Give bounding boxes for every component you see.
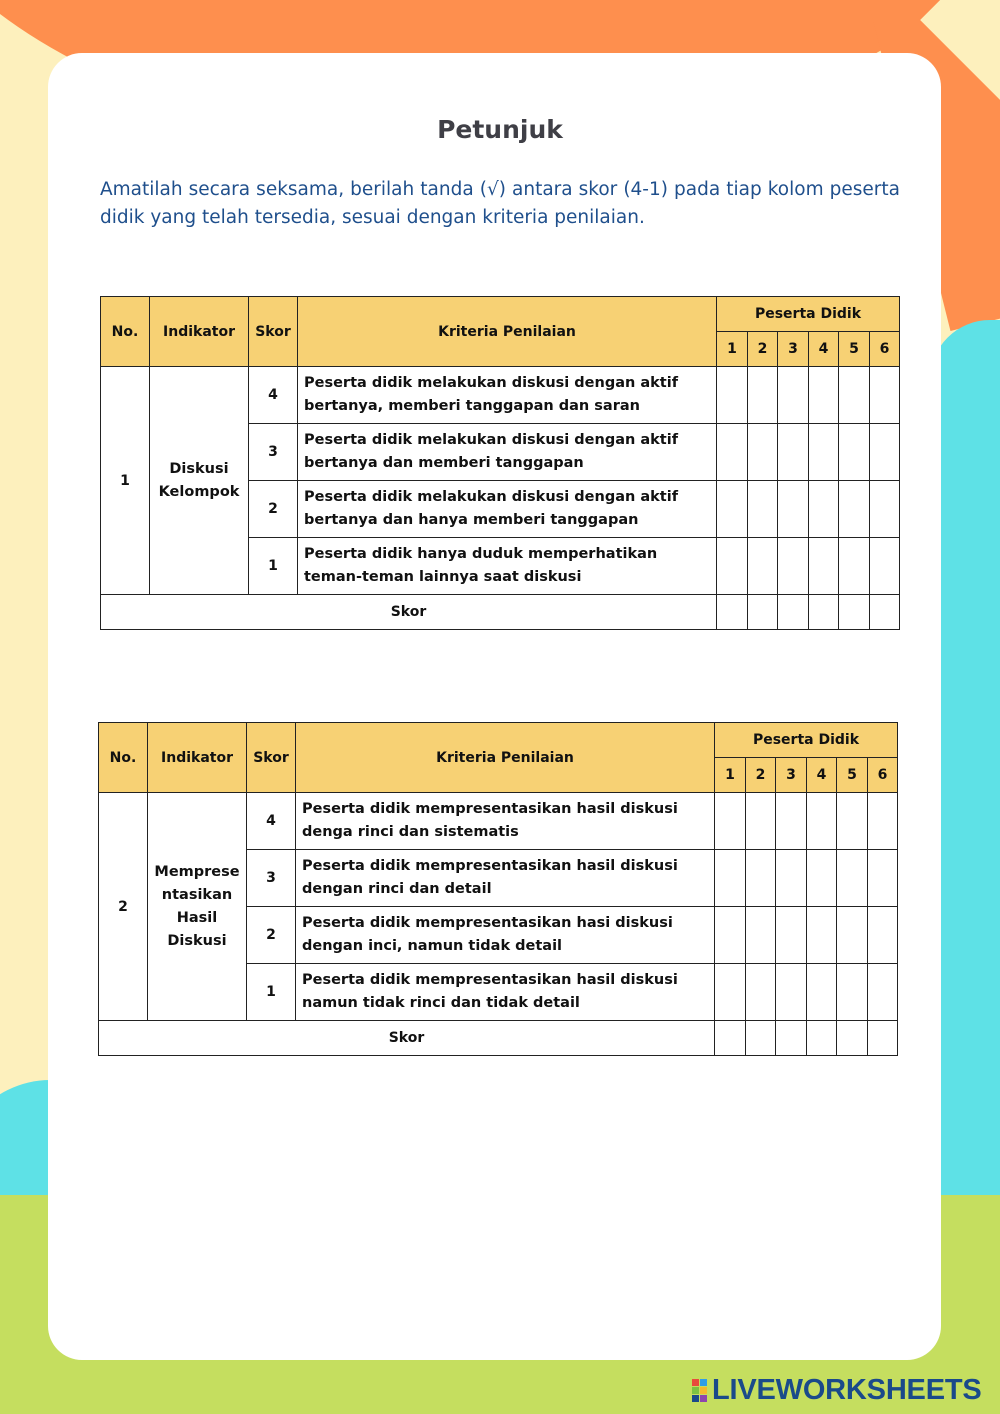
mark-cell-p2[interactable] xyxy=(746,850,776,907)
table-row xyxy=(101,367,900,424)
total-cell-p1[interactable] xyxy=(717,595,748,630)
total-row xyxy=(99,1021,898,1056)
indicator-line: Memprese xyxy=(154,863,240,880)
total-cell-p4[interactable] xyxy=(807,1021,837,1056)
header-participant-2: 2 xyxy=(746,758,776,793)
logo-square xyxy=(692,1387,699,1394)
criteria-cell: Peserta didik melakukan diskusi dengan aktif bertanya dan memberi tanggapan xyxy=(298,424,717,481)
header-participant-6: 6 xyxy=(868,758,898,793)
total-cell-p3[interactable] xyxy=(776,1021,807,1056)
mark-cell-p4[interactable] xyxy=(809,481,839,538)
logo-square xyxy=(700,1379,707,1386)
score-cell: 4 xyxy=(249,367,298,424)
liveworksheets-logo[interactable] xyxy=(692,1374,982,1407)
row-number: 2 xyxy=(99,793,148,1021)
mark-cell-p4[interactable] xyxy=(807,850,837,907)
mark-cell-p6[interactable] xyxy=(870,424,900,481)
mark-cell-p4[interactable] xyxy=(807,793,837,850)
criteria-cell: Peserta didik hanya duduk memperhatikan teman-teman lainnya saat diskusi xyxy=(298,538,717,595)
header-indicator: Indikator xyxy=(150,297,249,367)
mark-cell-p4[interactable] xyxy=(807,907,837,964)
criteria-cell: Peserta didik mempresentasikan hasil diskusi dengan rinci dan detail xyxy=(296,850,715,907)
score-cell: 3 xyxy=(247,850,296,907)
mark-cell-p1[interactable] xyxy=(715,964,746,1021)
mark-cell-p6[interactable] xyxy=(870,367,900,424)
header-participant-2: 2 xyxy=(748,332,778,367)
header-participants: Peserta Didik xyxy=(717,297,900,332)
indicator-line: Diskusi xyxy=(167,932,227,949)
header-score: Skor xyxy=(247,723,296,793)
mark-cell-p2[interactable] xyxy=(748,481,778,538)
mark-cell-p3[interactable] xyxy=(776,907,807,964)
mark-cell-p1[interactable] xyxy=(717,538,748,595)
mark-cell-p4[interactable] xyxy=(807,964,837,1021)
criteria-cell: Peserta didik melakukan diskusi dengan aktif bertanya, memberi tanggapan dan saran xyxy=(298,367,717,424)
mark-cell-p3[interactable] xyxy=(778,538,809,595)
mark-cell-p5[interactable] xyxy=(837,907,868,964)
rubric-table-2 xyxy=(98,722,898,1056)
header-participant-6: 6 xyxy=(870,332,900,367)
mark-cell-p1[interactable] xyxy=(715,850,746,907)
total-cell-p2[interactable] xyxy=(748,595,778,630)
total-cell-p5[interactable] xyxy=(839,595,870,630)
total-cell-p4[interactable] xyxy=(809,595,839,630)
mark-cell-p2[interactable] xyxy=(748,367,778,424)
mark-cell-p3[interactable] xyxy=(776,850,807,907)
header-participant-4: 4 xyxy=(807,758,837,793)
mark-cell-p2[interactable] xyxy=(746,793,776,850)
instruction-text: Amatilah secara seksama, berilah tanda (√) antara skor (4-1) pada tiap kolom peserta didik yang telah tersedia, sesuai dengan kriteria penilaian. xyxy=(100,179,900,228)
mark-cell-p5[interactable] xyxy=(837,850,868,907)
rubric-table-1 xyxy=(100,296,900,630)
liveworksheets-logo-text: LIVEWORKSHEETS xyxy=(712,1374,982,1406)
row-number: 1 xyxy=(101,367,150,595)
table-row xyxy=(99,793,898,850)
indicator-line: Hasil xyxy=(176,909,218,926)
mark-cell-p5[interactable] xyxy=(839,538,870,595)
header-participant-1: 1 xyxy=(717,332,748,367)
mark-cell-p1[interactable] xyxy=(715,793,746,850)
mark-cell-p6[interactable] xyxy=(868,907,898,964)
total-cell-p6[interactable] xyxy=(870,595,900,630)
mark-cell-p1[interactable] xyxy=(717,481,748,538)
mark-cell-p6[interactable] xyxy=(868,964,898,1021)
mark-cell-p4[interactable] xyxy=(809,424,839,481)
mark-cell-p2[interactable] xyxy=(748,424,778,481)
mark-cell-p3[interactable] xyxy=(776,964,807,1021)
score-cell: 2 xyxy=(249,481,298,538)
mark-cell-p1[interactable] xyxy=(717,367,748,424)
mark-cell-p5[interactable] xyxy=(839,367,870,424)
worksheet-card xyxy=(48,53,941,1360)
criteria-cell: Peserta didik mempresentasikan hasil diskusi namun tidak rinci dan tidak detail xyxy=(296,964,715,1021)
mark-cell-p4[interactable] xyxy=(809,538,839,595)
indicator-line: ntasikan xyxy=(161,886,233,903)
mark-cell-p6[interactable] xyxy=(868,793,898,850)
indicator-cell: Diskusi Kelompok xyxy=(150,367,249,595)
score-cell: 1 xyxy=(247,964,296,1021)
total-cell-p1[interactable] xyxy=(715,1021,746,1056)
mark-cell-p6[interactable] xyxy=(870,538,900,595)
mark-cell-p6[interactable] xyxy=(868,850,898,907)
mark-cell-p3[interactable] xyxy=(778,367,809,424)
score-cell: 3 xyxy=(249,424,298,481)
page-title: Petunjuk xyxy=(437,115,563,144)
mark-cell-p3[interactable] xyxy=(778,424,809,481)
header-participant-3: 3 xyxy=(778,332,809,367)
score-cell: 1 xyxy=(249,538,298,595)
mark-cell-p1[interactable] xyxy=(717,424,748,481)
total-cell-p5[interactable] xyxy=(837,1021,868,1056)
header-indicator: Indikator xyxy=(148,723,247,793)
criteria-cell: Peserta didik mempresentasikan hasi diskusi dengan inci, namun tidak detail xyxy=(296,907,715,964)
mark-cell-p6[interactable] xyxy=(870,481,900,538)
logo-square xyxy=(700,1395,707,1402)
header-criteria: Kriteria Penilaian xyxy=(296,723,715,793)
indicator-cell xyxy=(148,793,247,1021)
total-cell-p2[interactable] xyxy=(746,1021,776,1056)
logo-square xyxy=(692,1395,699,1402)
header-participant-5: 5 xyxy=(839,332,870,367)
mark-cell-p5[interactable] xyxy=(837,964,868,1021)
mark-cell-p2[interactable] xyxy=(746,964,776,1021)
mark-cell-p5[interactable] xyxy=(839,481,870,538)
liveworksheets-logo-icon xyxy=(692,1379,707,1402)
mark-cell-p5[interactable] xyxy=(837,793,868,850)
header-criteria: Kriteria Penilaian xyxy=(298,297,717,367)
total-cell-p3[interactable] xyxy=(778,595,809,630)
criteria-cell: Peserta didik mempresentasikan hasil diskusi denga rinci dan sistematis xyxy=(296,793,715,850)
mark-cell-p4[interactable] xyxy=(809,367,839,424)
header-participant-5: 5 xyxy=(837,758,868,793)
total-row xyxy=(101,595,900,630)
criteria-cell: Peserta didik melakukan diskusi dengan aktif bertanya dan hanya memberi tanggapan xyxy=(298,481,717,538)
mark-cell-p3[interactable] xyxy=(776,793,807,850)
logo-square xyxy=(700,1387,707,1394)
header-participant-1: 1 xyxy=(715,758,746,793)
header-no: No. xyxy=(99,723,148,793)
mark-cell-p2[interactable] xyxy=(748,538,778,595)
total-label: Skor xyxy=(99,1021,715,1056)
logo-square xyxy=(692,1379,699,1386)
header-no: No. xyxy=(101,297,150,367)
mark-cell-p5[interactable] xyxy=(839,424,870,481)
mark-cell-p1[interactable] xyxy=(715,907,746,964)
header-participants: Peserta Didik xyxy=(715,723,898,758)
mark-cell-p2[interactable] xyxy=(746,907,776,964)
header-score: Skor xyxy=(249,297,298,367)
total-label: Skor xyxy=(101,595,717,630)
score-cell: 4 xyxy=(247,793,296,850)
header-participant-4: 4 xyxy=(809,332,839,367)
total-cell-p6[interactable] xyxy=(868,1021,898,1056)
header-participant-3: 3 xyxy=(776,758,807,793)
score-cell: 2 xyxy=(247,907,296,964)
mark-cell-p3[interactable] xyxy=(778,481,809,538)
